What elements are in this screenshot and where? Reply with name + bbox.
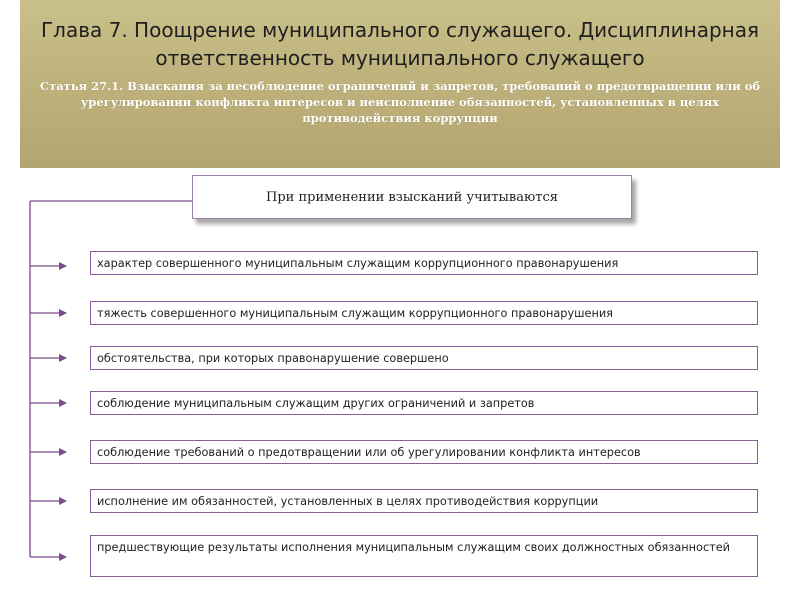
criterion-item-6: исполнение им обязанностей, установленных в целях противодействия коррупции xyxy=(90,489,758,513)
header-banner xyxy=(20,0,780,168)
criterion-item-2: тяжесть совершенного муниципальным служащим коррупционного правонарушения xyxy=(90,301,758,325)
criterion-item-3: обстоятельства, при которых правонарушение совершено xyxy=(90,346,758,370)
criterion-item-1: характер совершенного муниципальным служащим коррупционного правонарушения xyxy=(90,251,758,275)
article-subtitle: Статья 27.1. Взыскания за несоблюдение ограничений и запретов, требований о предотвращении или об урегулировании конфликта интересов и неисполнение обязанностей, установленных в целях противодействия коррупции xyxy=(39,79,761,125)
lead-box: При применении взысканий учитываются xyxy=(192,175,632,219)
criterion-item-7: предшествующие результаты исполнения муниципальным служащим своих должностных обязанностей xyxy=(90,535,758,577)
criterion-item-5: соблюдение требований о предотвращении или об урегулировании конфликта интересов xyxy=(90,440,758,464)
page-title: Глава 7. Поощрение муниципального служащего. Дисциплинарная ответственность муниципального служащего xyxy=(40,18,760,70)
criterion-item-4: соблюдение муниципальным служащим других ограничений и запретов xyxy=(90,391,758,415)
